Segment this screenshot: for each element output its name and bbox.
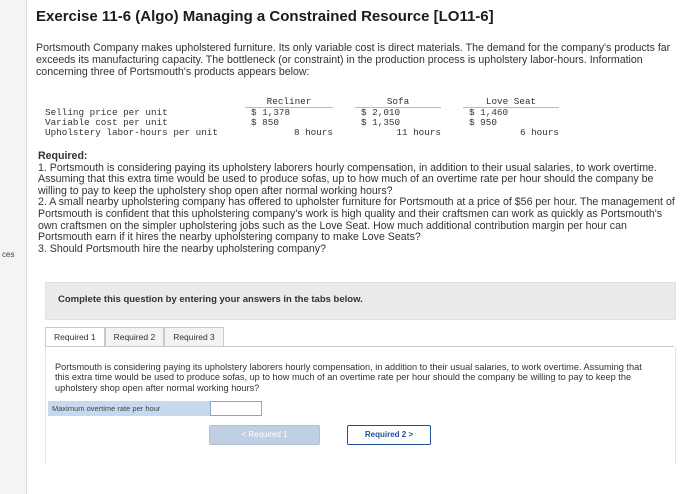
required-heading: Required: xyxy=(38,150,88,162)
table-cell: $ 2,010 xyxy=(361,107,401,118)
column-header-sofa: Sofa xyxy=(355,97,441,108)
problem-intro: Portsmouth Company makes upholstered furniture. Its only variable cost is direct materials. The demand for the company's products far exceeds its manufacturing capacity. The bottleneck (or constraint) in the production process is upholstery labor-hours. Information concerning three of Portsmouth's products appears below: xyxy=(36,42,671,78)
prev-required-button[interactable]: < Required 1 xyxy=(209,425,320,445)
row-label: Upholstery labor-hours per unit xyxy=(45,127,218,138)
product-table xyxy=(45,97,559,138)
column-header-love-seat: Love Seat xyxy=(463,97,559,108)
left-sidebar-edge xyxy=(0,0,27,494)
table-row xyxy=(45,128,559,138)
answer-label-cell xyxy=(48,401,210,416)
table-cell: 8 hours xyxy=(293,127,333,138)
table-cell: $ 1,378 xyxy=(251,107,291,118)
table-cell: 6 hours xyxy=(519,127,559,138)
row-label: Selling price per unit xyxy=(45,106,168,118)
column-header-recliner: Recliner xyxy=(245,97,333,108)
tab-required-2[interactable]: Required 2 xyxy=(105,327,165,347)
instruction-banner xyxy=(45,282,676,320)
required-item-2: 2. A small nearby upholstering company has offered to upholster furniture for Portsmouth at a price of $56 per hour. The management of Portsmouth is confident that this upholstering company's work is high quality and their craftsmen can work as quickly as Portsmouth's own craftsmen on the simpler upholstering jobs such as the Love Seat. How much additional contribution margin per hour can Portsmouth earn if it hires the nearby upholstering company to make Love Seats? xyxy=(38,196,675,244)
page-title: Exercise 11-6 (Algo) Managing a Constrained Resource [LO11-6] xyxy=(36,8,494,25)
row-label: Variable cost per unit xyxy=(45,117,168,128)
tab-required-3[interactable]: Required 3 xyxy=(164,327,224,347)
tab-required-1[interactable]: Required 1 xyxy=(45,327,105,347)
next-required-button[interactable]: Required 2 > xyxy=(347,425,431,445)
required-item-1: 1. Portsmouth is considering paying its upholstery laborers hourly compensation, in addition to their usual salaries, to work overtime. Assuming that this extra time would be used to produce sofas, up to how much of an overtime rate per hour should the company be willing to pay to keep the upholstery shop open after normal working hours? xyxy=(38,161,657,197)
instruction-text: Complete this question by entering your answers in the tabs below. xyxy=(58,294,363,305)
max-overtime-rate-input[interactable] xyxy=(210,401,262,416)
tab-bar xyxy=(45,327,224,347)
required-item-3: 3. Should Portsmouth hire the nearby upholstering company? xyxy=(38,242,326,255)
answer-label: Maximum overtime rate per hour xyxy=(52,404,161,413)
table-cell: $ 950 xyxy=(469,117,497,128)
table-cell: $ 850 xyxy=(251,117,279,128)
question-text: Portsmouth is considering paying its upholstery laborers hourly compensation, in addition to their usual salaries, to work overtime. Assuming that this extra time would be used to produce sofas, up to how much of an overtime rate per hour should the company be willing to pay to keep the upholstery shop open after normal working hours? xyxy=(55,362,642,393)
sidebar-edge-label: ces xyxy=(2,250,15,259)
table-cell: $ 1,350 xyxy=(361,117,401,128)
required-section xyxy=(38,151,678,255)
table-cell: $ 1,460 xyxy=(469,107,509,118)
table-cell: 11 hours xyxy=(396,127,441,138)
